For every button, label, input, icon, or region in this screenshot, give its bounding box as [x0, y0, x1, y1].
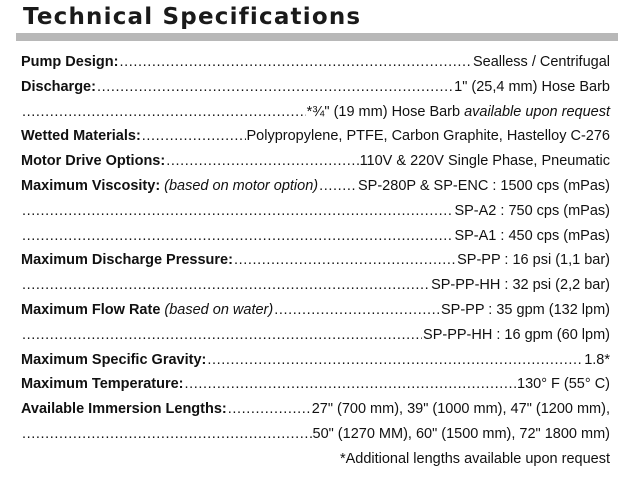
- footnote-row: [21, 451, 610, 476]
- leader-dots: [274, 302, 440, 318]
- spec-row-max-flow-rate: [21, 302, 610, 327]
- leader-dots: [228, 401, 311, 417]
- spec-label: Pump Design:: [21, 54, 119, 70]
- footnote: *Additional lengths available upon request: [339, 450, 610, 467]
- spec-label-note: (based on motor option): [164, 177, 319, 194]
- spec-value: SP-280P & SP-ENC : 1500 cps (mPas): [358, 177, 610, 194]
- spec-label: Maximum Specific Gravity:: [21, 351, 207, 368]
- leader-dots: [22, 203, 453, 219]
- leader-dots: [22, 426, 312, 442]
- leader-dots: [319, 178, 357, 194]
- leader-dots: [22, 327, 422, 343]
- spec-row-max-viscosity: [21, 178, 610, 203]
- leader-dots: [185, 376, 517, 392]
- leader-dots: [22, 104, 306, 120]
- spec-label: Available Immersion Lengths:: [21, 401, 227, 418]
- leader-dots: [142, 128, 246, 144]
- spec-value: 1" (25,4 mm) Hose Barb: [454, 78, 610, 95]
- spec-row-discharge-alt: [21, 104, 610, 129]
- spec-value: SP-A1 : 450 cps (mPas): [454, 227, 610, 244]
- spec-value-note: available upon request: [464, 103, 610, 120]
- spec-row-specific-gravity: [21, 352, 610, 377]
- spec-value: 1.8*: [584, 351, 610, 368]
- spec-row-immersion-lengths-cont: [21, 426, 610, 451]
- spec-row-immersion-lengths: [21, 401, 610, 426]
- spec-row-viscosity-a2: [21, 203, 610, 228]
- spec-value: Sealless / Centrifugal: [472, 54, 610, 70]
- leader-dots: [234, 252, 456, 268]
- spec-value: SP-PP-HH : 32 psi (2,2 bar): [431, 277, 610, 294]
- spec-label: Maximum Temperature:: [21, 376, 184, 393]
- leader-dots: [97, 79, 453, 95]
- spec-label: Maximum Flow Rate: [21, 301, 161, 318]
- spec-value: 50" (1270 MM), 60" (1500 mm), 72" 1800 mm): [312, 425, 610, 442]
- spec-row-pressure-hh: [21, 277, 610, 302]
- spec-label: Maximum Viscosity:: [21, 177, 161, 194]
- spec-label: Maximum Discharge Pressure:: [21, 252, 233, 269]
- leader-dots: [207, 352, 583, 368]
- spec-value: SP-PP-HH : 16 gpm (60 lpm): [423, 326, 610, 343]
- spec-row-discharge: [21, 79, 610, 104]
- spec-label-note: (based on water): [164, 301, 274, 318]
- spec-row-max-temperature: [21, 376, 610, 401]
- spec-row-viscosity-a1: [21, 228, 610, 253]
- spec-value: *¾" (19 mm) Hose Barb: [306, 103, 461, 120]
- leader-dots: [22, 277, 430, 293]
- spec-list: [21, 54, 610, 476]
- spec-label: Motor Drive Options:: [21, 153, 166, 170]
- spec-value: 130° F (55° C): [517, 376, 610, 393]
- spec-value: SP-A2 : 750 cps (mPas): [454, 202, 610, 219]
- spec-label: Wetted Materials:: [21, 128, 141, 145]
- spec-row-pump-design: [21, 54, 610, 79]
- spec-row-max-discharge-pressure: [21, 252, 610, 277]
- leader-dots: [166, 153, 358, 169]
- spec-row-motor-drive: [21, 153, 610, 178]
- leader-dots: [119, 54, 472, 70]
- spec-value: SP-PP : 35 gpm (132 lpm): [441, 301, 610, 318]
- spec-value: 110V & 220V Single Phase, Pneumatic: [359, 153, 610, 170]
- leader-dots: [22, 228, 453, 244]
- spec-row-wetted-materials: [21, 128, 610, 153]
- spec-value: Polypropylene, PTFE, Carbon Graphite, Hastelloy C-276: [246, 128, 610, 145]
- spec-value: 27" (700 mm), 39" (1000 mm), 47" (1200 mm),: [311, 401, 610, 418]
- spec-value: SP-PP : 16 psi (1,1 bar): [457, 252, 610, 269]
- spec-label: Discharge:: [21, 78, 96, 95]
- page-title: Technical Specifications: [23, 4, 362, 30]
- spec-row-flow-hh: [21, 327, 610, 352]
- title-underline: [16, 33, 618, 41]
